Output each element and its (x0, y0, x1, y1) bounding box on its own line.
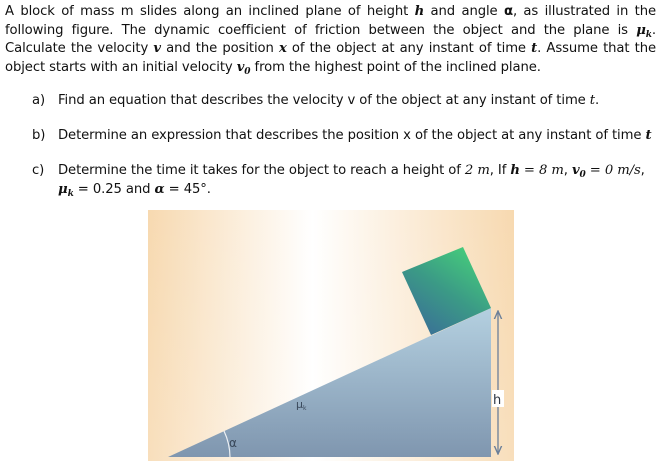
question-c-label: c) (32, 163, 45, 178)
var-x: x (278, 41, 287, 56)
question-c: c) Determine the time it takes for the object to reach a height of 2 m, If h = 8 m, $v_0 = 0$ m/s, $\mu_k = 0.25$ and α = 45°. (32, 163, 645, 199)
var-v0: $v_0$ (236, 59, 251, 77)
var-alpha: α (503, 4, 513, 19)
angle-label: α (229, 436, 237, 450)
height-label: h (493, 393, 502, 408)
question-a-label: a) (32, 93, 46, 108)
var-mu-k: $\mu_k$ (636, 22, 652, 40)
var-t: t (531, 41, 538, 56)
question-b-label: b) (32, 128, 46, 143)
friction-label: μk (296, 398, 307, 412)
var-h: h (414, 4, 425, 19)
problem-statement: A block of mass m slides along an inclined plane of height h and angle α, as illustrated in the following figure. The dynamic coefficient of friction between the object and the plane is $\mu_k$. Calculate the velocity v and the position x of the object at any instant of time t. Assume that the object starts with an initial velocity $v_0$ from the highest point of the inclined plane. (5, 4, 656, 77)
question-b: b) Determine an expression that describes the position x of the object at any instant of time t (32, 127, 651, 146)
question-a: a) Find an equation that describes the velocity v of the object at any instant of time t. (32, 92, 599, 111)
var-v: v (153, 41, 161, 56)
inclined-plane-figure (148, 210, 514, 461)
